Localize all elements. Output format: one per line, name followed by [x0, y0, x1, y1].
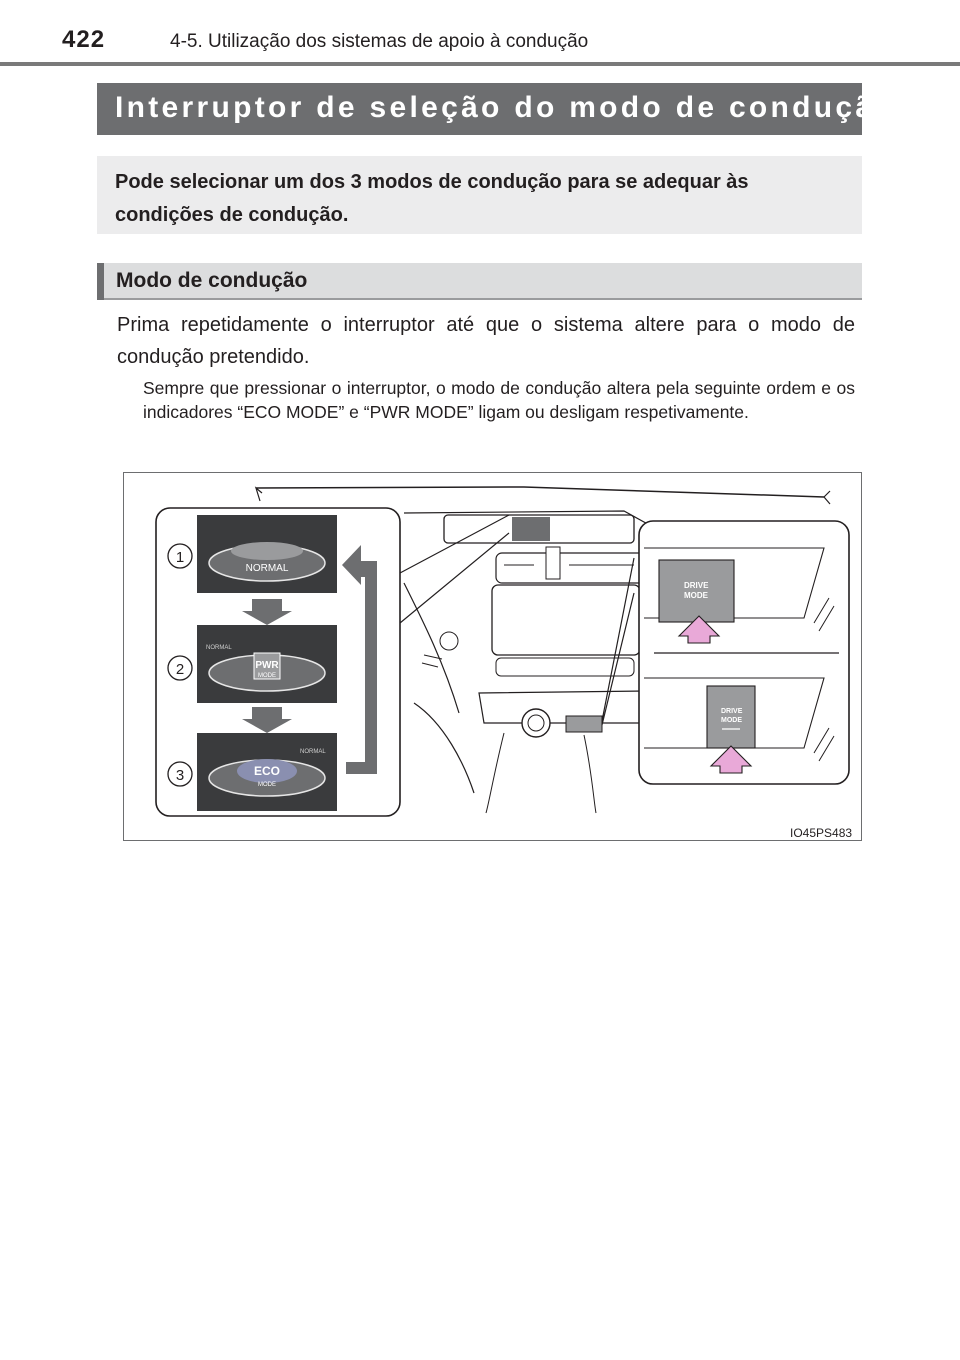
lower-switch-label-2: MODE [721, 717, 742, 724]
header-rule [0, 62, 960, 66]
dashboard-top-line [256, 487, 824, 497]
center-vent [496, 553, 646, 583]
panel-pwr-label: PWR [255, 660, 279, 671]
page-number: 422 [62, 26, 106, 53]
panel-normal-label: NORMAL [245, 563, 289, 574]
dashboard-edge-right [824, 491, 830, 504]
subheading-bar [97, 263, 862, 300]
panel-eco-corner: NORMAL [300, 749, 326, 755]
intro-text: Pode selecionar um dos 3 modos de condução para se adequar às condições de condução. [115, 171, 749, 226]
section-reference: 4-5. Utilização dos sistemas de apoio à condução [170, 31, 589, 52]
upper-switch-label-2: MODE [684, 591, 708, 600]
figure-code: IO45PS483 [790, 826, 853, 840]
dashboard-edge-left [256, 488, 262, 501]
subheading-text: Modo de condução [116, 269, 308, 292]
subheading-accent [97, 263, 104, 300]
top-display-highlight [512, 517, 550, 541]
figure-illustration [124, 473, 861, 840]
figure-drive-mode [123, 472, 862, 841]
panel-pwr-corner: NORMAL [206, 645, 232, 651]
steering-button [440, 632, 458, 650]
body-paragraph: Prima repetidamente o interruptor até que o sistema altere para o modo de condução pretendido. [117, 314, 855, 368]
panel-pwr-sub: MODE [258, 673, 276, 679]
callout-3: 3 [175, 767, 185, 784]
page-title: Interruptor de seleção do modo de condução [115, 91, 898, 124]
steering-wheel [404, 583, 474, 793]
intro-box [97, 156, 862, 234]
shift-knob-inner [528, 715, 544, 731]
title-bar [97, 83, 898, 135]
upper-switch-label-1: DRIVE [684, 581, 709, 590]
lower-switch-label-1: DRIVE [721, 708, 743, 715]
callout-2: 2 [175, 661, 185, 678]
callout-1: 1 [175, 549, 185, 566]
panel-eco-label: ECO [253, 764, 281, 778]
vent-control [546, 547, 560, 579]
panel-eco-sub: MODE [258, 782, 276, 788]
console-sides [486, 733, 596, 813]
panel-normal-car [231, 542, 303, 560]
center-screen [492, 585, 640, 655]
page-header [0, 0, 960, 68]
drive-mode-switch-location [566, 716, 602, 732]
note-paragraph: Sempre que pressionar o interruptor, o modo de condução altera pela seguinte ordem e os indicadores “ECO MODE” e “PWR MODE” ligam ou desligam respetivamente. [143, 378, 855, 422]
